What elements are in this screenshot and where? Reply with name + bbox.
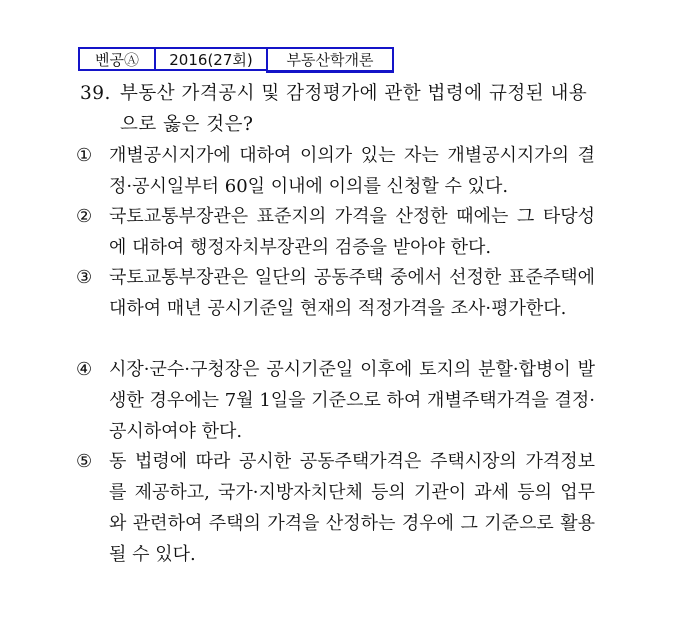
question-number: 39. [80, 83, 111, 104]
choice-1-marker: ① [76, 145, 93, 166]
subject-label: 벤공Ⓐ [78, 47, 154, 71]
choice-4-marker: ④ [76, 359, 93, 380]
choice-2-marker: ② [76, 206, 93, 227]
choice-3-marker: ③ [76, 267, 93, 288]
exam-year-label: 2016(27회) [154, 47, 266, 71]
choice-3-text: 국토교통부장관은 일단의 공동주택 중에서 선정한 표준주택에 대하여 매년 공시기준일 현재의 적정가격을 조사·평가한다. [109, 267, 595, 319]
question-text: 부동산 가격공시 및 감정평가에 관한 법령에 규정된 내용으로 옳은 것은? [120, 83, 588, 135]
exam-header [78, 47, 394, 73]
choice-4-text: 시장·군수·구청장은 공시기준일 이후에 토지의 분할·합병이 발생한 경우에는 7월 1일을 기준으로 하여 개별주택가격을 결정·공시하여야 한다. [109, 359, 595, 442]
choice-2-text: 국토교통부장관은 표준지의 가격을 산정한 때에는 그 타당성에 대하여 행정자치부장관의 검증을 받아야 한다. [109, 206, 595, 258]
choice-5-text: 동 법령에 따라 공시한 공동주택가격은 주택시장의 가격정보를 제공하고, 국가·지방자치단체 등의 기관이 과세 등의 업무와 관련하여 주택의 가격을 산정하는 경우에 그 기준으로 활용될 수 있다. [109, 451, 595, 565]
choice-1-text: 개별공시지가에 대하여 이의가 있는 자는 개별공시지가의 결정·공시일부터 60일 이내에 이의를 신청할 수 있다. [109, 145, 595, 197]
choice-5-marker: ⑤ [76, 451, 93, 472]
course-label: 부동산학개론 [266, 47, 394, 73]
